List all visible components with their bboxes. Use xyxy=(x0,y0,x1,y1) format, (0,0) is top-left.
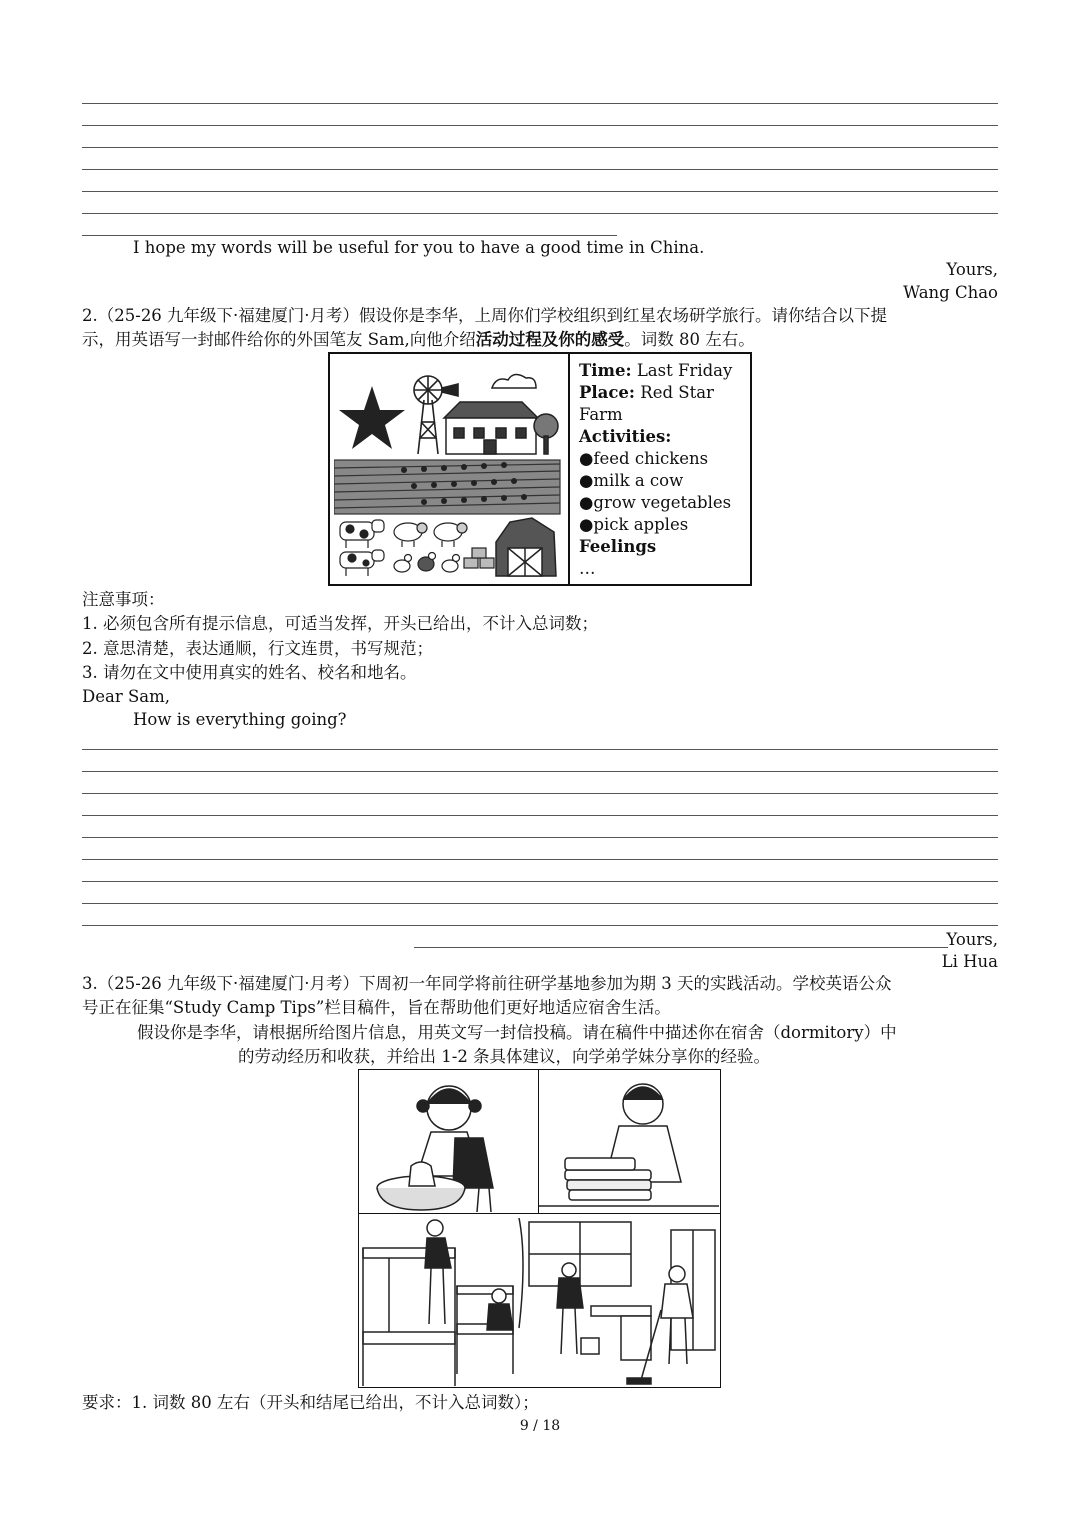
writing-line xyxy=(82,169,998,170)
writing-line xyxy=(82,815,998,816)
note-item: 1. 必须包含所有提示信息，可适当发挥，开头已给出，不计入总词数； xyxy=(82,614,598,633)
writing-line xyxy=(82,191,998,192)
letter2-name: Li Hua xyxy=(941,952,998,971)
task2-prompt-line1: 2.（25-26 九年级下·福建厦门·月考）假设你是李华，上周你们学校组织到红星农场研学旅行。请你结合以下提 xyxy=(82,306,888,325)
chicken-icon xyxy=(394,553,460,573)
picture-folding-clothes xyxy=(538,1069,721,1214)
letter2-greeting: Dear Sam, xyxy=(82,687,170,706)
writing-line xyxy=(82,925,998,926)
task3-prompt-line3: 假设你是李华，请根据所给图片信息，用英文写一封信投稿。请在稿件中描述你在宿舍（dormitory）中 xyxy=(137,1023,897,1042)
task3-prompt-line4: 的劳动经历和收获，并给出 1-2 条具体建议，向学弟学妹分享你的经验。 xyxy=(238,1047,771,1066)
task3-requirement: 要求：1. 词数 80 左右（开头和结尾已给出，不计入总词数）； xyxy=(82,1393,539,1412)
info-time: Time: Last Friday xyxy=(579,361,733,380)
info-place: Place: Red Star xyxy=(579,383,714,402)
activity-item: ●milk a cow xyxy=(579,471,684,490)
letter2-signoff: Yours, xyxy=(946,930,998,949)
hay-bales-icon xyxy=(464,548,494,568)
writing-line xyxy=(82,859,998,860)
farmhouse-icon xyxy=(444,402,558,454)
page-number: 9 / 18 xyxy=(519,1418,561,1434)
writing-line xyxy=(82,147,998,148)
task2-prompt-text: 。词数 80 左右。 xyxy=(624,330,755,349)
writing-line xyxy=(82,771,998,772)
activity-item: ●feed chickens xyxy=(579,449,709,468)
letter1-name: Wang Chao xyxy=(903,283,998,302)
activity-item: ●pick apples xyxy=(579,515,689,534)
info-ellipsis: … xyxy=(579,559,596,578)
picture-washing-clothes xyxy=(358,1069,539,1214)
letter1-closing-line: I hope my words will be useful for you to have a good time in China. xyxy=(133,238,705,257)
task3-prompt-line1: 3.（25-26 九年级下·福建厦门·月考）下周初一年同学将前往研学基地参加为期 3 天的实践活动。学校英语公众 xyxy=(82,974,892,993)
letter1-signoff: Yours, xyxy=(946,260,998,279)
sheep-icon xyxy=(394,523,467,547)
figure-divider xyxy=(568,354,570,584)
task2-prompt-text: 示，用英语写一封邮件给你的外国笔友 Sam,向他介绍 xyxy=(82,330,476,349)
writing-line xyxy=(82,903,998,904)
cow-icon xyxy=(340,550,384,576)
task3-prompt-line2: 号正在征集“Study Camp Tips”栏目稿件，旨在帮助他们更好地适应宿舍生活。 xyxy=(82,998,671,1017)
farm-info-panel xyxy=(579,360,732,580)
letter2-opening: How is everything going? xyxy=(133,710,347,729)
barn-icon xyxy=(496,518,556,576)
farm-illustration xyxy=(334,358,564,582)
writing-line xyxy=(82,125,998,126)
picture-cleaning-dormitory xyxy=(358,1213,721,1388)
writing-line xyxy=(82,103,998,104)
farm-info-figure xyxy=(328,352,752,586)
activity-item: ●grow vegetables xyxy=(579,493,732,512)
info-feelings-label: Feelings xyxy=(579,537,657,556)
note-item: 3. 请勿在文中使用真实的姓名、校名和地名。 xyxy=(82,663,417,682)
info-place-cont: Farm xyxy=(579,405,623,424)
writing-line xyxy=(82,749,998,750)
notes-title: 注意事项： xyxy=(82,590,165,609)
task2-prompt-emphasis: 活动过程及你的感受 xyxy=(475,330,625,349)
task2-prompt-line2 xyxy=(82,328,755,352)
writing-line xyxy=(82,881,998,882)
cow-icon xyxy=(340,520,384,548)
cloud-icon xyxy=(492,374,536,388)
field-rows xyxy=(334,460,560,514)
note-item: 2. 意思清楚，表达通顺，行文连贯，书写规范； xyxy=(82,639,433,658)
writing-line xyxy=(82,213,998,214)
star-icon xyxy=(339,386,405,449)
writing-line-short xyxy=(414,947,948,948)
info-activities-label: Activities: xyxy=(579,427,672,446)
writing-line xyxy=(82,837,998,838)
writing-line xyxy=(82,793,998,794)
